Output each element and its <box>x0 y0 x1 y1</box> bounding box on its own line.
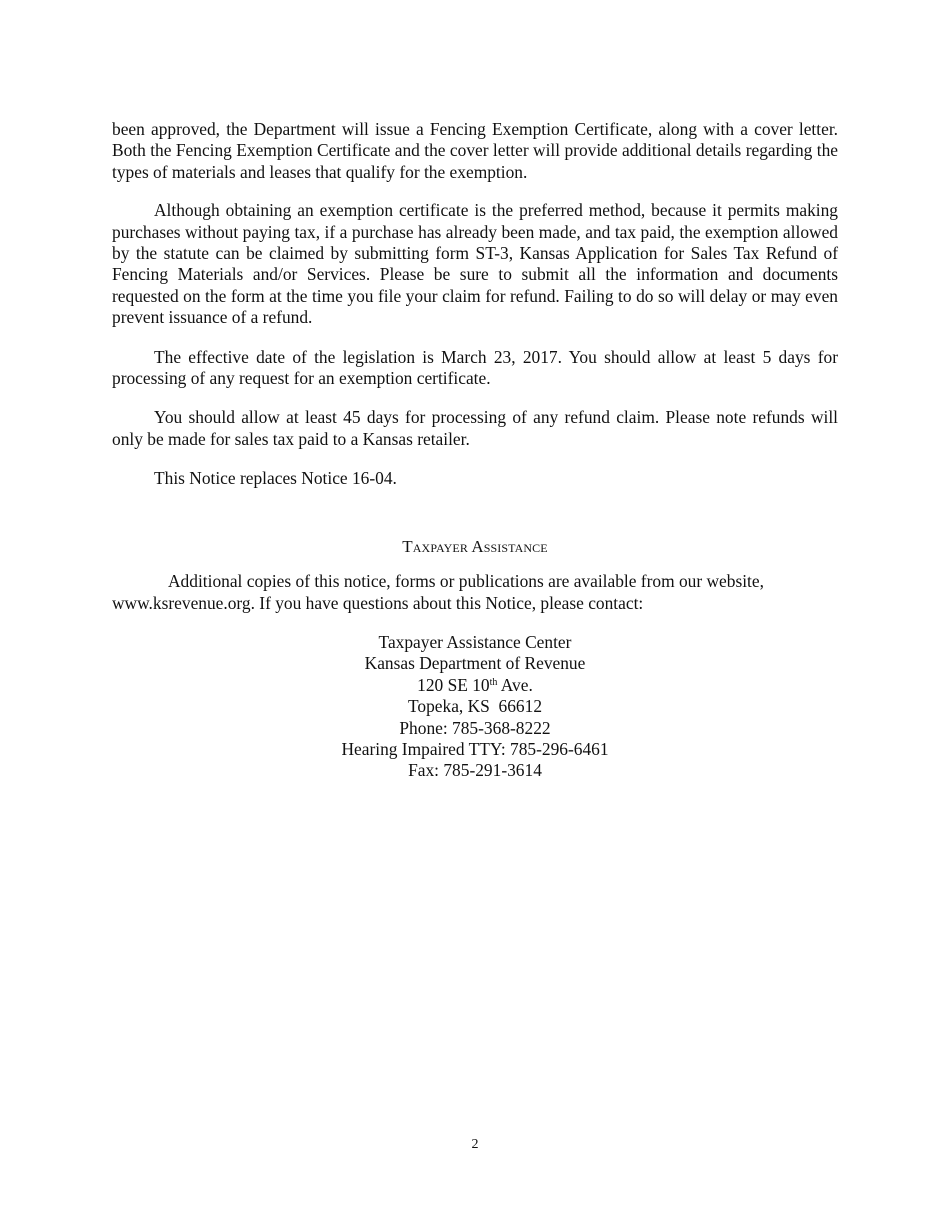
contact-tty: Hearing Impaired TTY: 785-296-6461 <box>341 738 609 759</box>
paragraph-exemption-certificate: been approved, the Department will issue a Fencing Exemption Certificate, along with a cover letter. Both the Fencing Exemption Certificate and the cover letter will provide additional details regarding the types of materials and leases that qualify for the exemption. <box>112 119 838 182</box>
contact-address-block <box>112 632 838 782</box>
paragraph-assistance-intro: Additional copies of this notice, forms or publications are available from our website, www.ksrevenue.org. If you have questions about this Notice, please contact: <box>112 571 764 613</box>
contact-center-name: Taxpayer Assistance Center <box>378 631 572 652</box>
contact-street <box>112 675 838 696</box>
street-ordinal-suffix: th <box>489 676 498 688</box>
street-number: 120 SE 10 <box>417 674 490 695</box>
document-page <box>112 119 838 782</box>
contact-department: Kansas Department of Revenue <box>364 653 586 674</box>
paragraph-refund-processing: You should allow at least 45 days for processing of any refund claim. Please note refunds will only be made for sales tax paid to a Kansas retailer. <box>112 407 838 449</box>
street-rest: Ave. <box>497 674 533 695</box>
paragraph-effective-date: The effective date of the legislation is March 23, 2017. You should allow at least 5 days for processing of any request for an exemption certificate. <box>112 346 838 389</box>
page-number: 2 <box>471 1137 479 1152</box>
paragraph-notice-replacement: This Notice replaces Notice 16-04. <box>154 468 397 489</box>
section-heading-taxpayer-assistance: Taxpayer Assistance <box>402 536 548 556</box>
contact-phone: Phone: 785-368-8222 <box>399 717 551 738</box>
paragraph-refund-claim-method: Although obtaining an exemption certificate is the preferred method, because it permits making purchases without paying tax, if a purchase has already been made, and tax paid, the exemption allowed by the statute can be claimed by submitting form ST-3, Kansas Application for Sales Tax Refund of Fencing Materials and/or Services. Please be sure to submit all the information and documents requested on the form at the time you file your claim for refund. Failing to do so will delay or may even prevent issuance of a refund. <box>112 200 838 328</box>
contact-city-state-zip: Topeka, KS 66612 <box>407 696 543 717</box>
contact-fax: Fax: 785-291-3614 <box>408 760 542 781</box>
